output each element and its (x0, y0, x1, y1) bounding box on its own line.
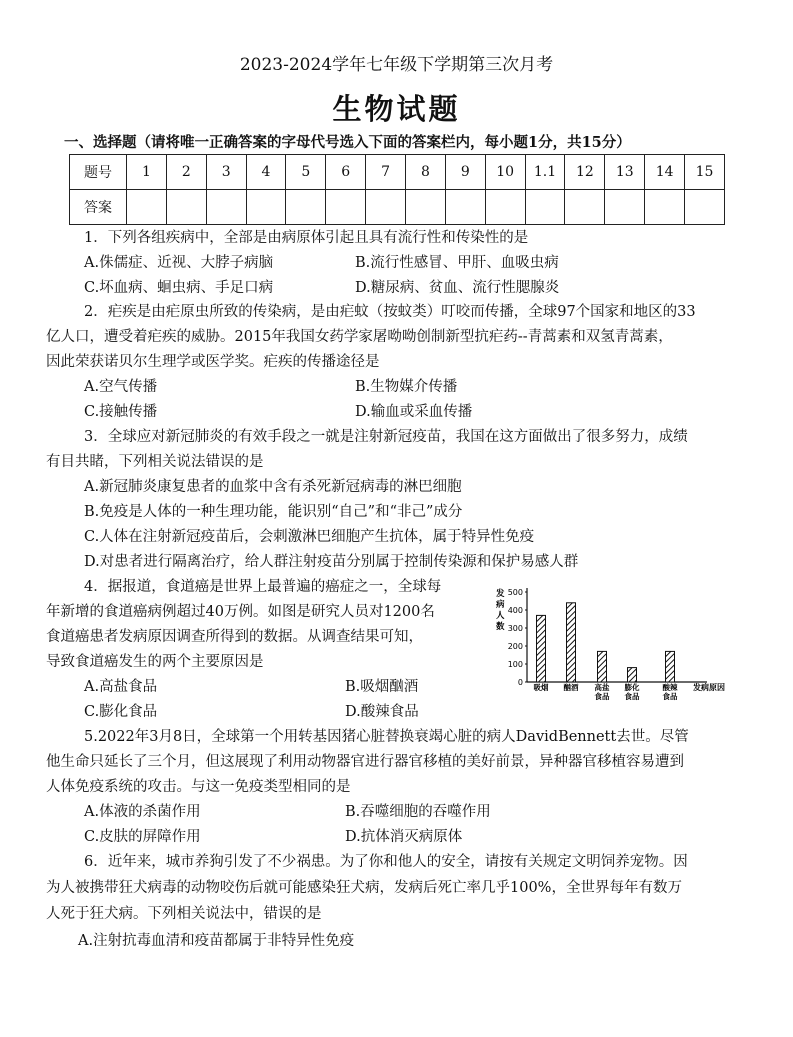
question-5-option-b: B.吞噬细胞的吞噬作用 (345, 804, 491, 820)
question-number-cell: 15 (685, 155, 725, 190)
x-axis-label: 发病原因 (693, 683, 725, 692)
x-tick-label: 食品 (662, 692, 678, 701)
x-tick-label: 食品 (624, 692, 640, 701)
y-axis-label-char: 病 (496, 600, 505, 610)
question-3-option-a: A.新冠肺炎康复患者的血浆中含有杀死新冠病毒的淋巴细胞 (84, 479, 462, 495)
question-1-option-a: A.侏儒症、近视、大脖子病脑 (84, 255, 274, 271)
answer-cell[interactable] (645, 190, 685, 225)
question-number-cell: 6 (326, 155, 366, 190)
question-3-option-c: C.人体在注射新冠疫苗后，会刺激淋巴细胞产生抗体，属于特异性免疫 (84, 529, 535, 545)
table-row-answers (70, 190, 725, 225)
row-label-answer: 答案 (70, 190, 127, 225)
bar (666, 651, 675, 682)
question-3-option-d: D.对患者进行隔离治疗，给人群注射疫苗分别属于控制传染源和保护易感人群 (84, 554, 579, 570)
bar (628, 668, 637, 682)
x-tick-label: 酸辣 (662, 683, 678, 692)
cancer-cause-bar-chart (489, 578, 739, 701)
question-number-cell: 13 (605, 155, 645, 190)
question-4-line-1: 4．据报道，食道癌是世界上最普遍的癌症之一，全球每 (84, 579, 442, 595)
answer-cell[interactable] (127, 190, 167, 225)
answer-cell[interactable] (406, 190, 446, 225)
question-2-option-a: A.空气传播 (84, 379, 158, 395)
y-tick-label: 200 (507, 642, 523, 651)
answer-cell[interactable] (206, 190, 246, 225)
answer-table (69, 154, 725, 225)
question-5-option-d: D.抗体消灭病原体 (345, 829, 463, 845)
answer-cell[interactable] (685, 190, 725, 225)
question-2-line-2: 亿人口，遭受着疟疾的威胁。2015年我国女药学家屠呦呦创制新型抗疟药--青蒿素和双氢青蒿素， (46, 329, 673, 345)
question-1-option-d: D.糖尿病、贫血、流行性腮腺炎 (355, 280, 560, 296)
answer-cell[interactable] (605, 190, 645, 225)
question-6-option-a: A.注射抗毒血清和疫苗都属于非特异性免疫 (78, 933, 355, 949)
question-number-cell: 9 (445, 155, 485, 190)
question-number-cell: 2 (166, 155, 206, 190)
question-number-cell: 14 (645, 155, 685, 190)
exam-title: 2023-2024学年七年级下学期第三次月考 (239, 55, 554, 75)
question-3-line-1: 3．全球应对新冠肺炎的有效手段之一就是注射新冠疫苗，我国在这方面做出了很多努力，成绩 (84, 429, 688, 445)
question-number-cell: 1.1 (525, 155, 565, 190)
bars (537, 603, 675, 682)
x-tick-label: 高盐 (594, 683, 610, 692)
bar (567, 603, 576, 682)
y-axis-label-char: 发 (496, 589, 505, 599)
answer-cell[interactable] (286, 190, 326, 225)
y-tick-label: 300 (507, 624, 523, 633)
answer-cell[interactable] (445, 190, 485, 225)
x-tick-label: 吸烟 (533, 683, 549, 692)
question-1-stem: 1．下列各组疾病中，全部是由病原体引起且具有流行性和传染性的是 (84, 230, 529, 246)
question-4-option-d: D.酸辣食品 (345, 704, 419, 720)
y-axis-label-char: 数 (496, 622, 505, 632)
y-tick-labels (508, 588, 527, 687)
question-number-cell: 5 (286, 155, 326, 190)
x-tick-label: 膨化 (624, 683, 640, 692)
question-3-line-2: 有目共睹，下列相关说法错误的是 (46, 454, 264, 470)
subject-title: 生物试题 (332, 92, 461, 126)
question-4-line-2: 年新增的食道癌病例超过40万例。如图是研究人员对1200名 (46, 604, 435, 620)
question-number-cell: 1 (127, 155, 167, 190)
question-2-line-1: 2．疟疾是由疟原虫所致的传染病，是由疟蚊（按蚊类）叮咬而传播，全球97个国家和地区的33 (84, 304, 696, 320)
answer-cell[interactable] (366, 190, 406, 225)
answer-cell[interactable] (525, 190, 565, 225)
question-6-line-3: 人死于狂犬病。下列相关说法中，错误的是 (46, 906, 322, 922)
y-axis-label (495, 588, 505, 632)
x-tick-label: 酗酒 (563, 683, 579, 692)
section-title: 一、选择题（请将唯一正确答案的字母代号选入下面的答案栏内，每小题1分，共15分） (64, 134, 631, 151)
question-5-line-2: 他生命只延长了三个月，但这展现了利用动物器官进行器官移植的美好前景，异种器官移植容易遭到 (46, 754, 684, 770)
question-4-option-a: A.高盐食品 (84, 679, 158, 695)
bar (598, 651, 607, 682)
question-2-option-c: C.接触传播 (84, 404, 158, 420)
question-4-option-c: C.膨化食品 (84, 704, 158, 720)
y-tick-label: 500 (507, 588, 523, 597)
question-4-line-3: 食道癌患者发病原因调查所得到的数据。从调查结果可知， (46, 629, 423, 645)
question-2-option-d: D.输血或采血传播 (355, 404, 473, 420)
question-4-option-b: B.吸烟酗酒 (345, 679, 419, 695)
y-tick-label: 100 (507, 660, 523, 669)
answer-cell[interactable] (485, 190, 525, 225)
question-4-line-4: 导致食道癌发生的两个主要原因是 (46, 654, 264, 670)
question-6-line-2: 为人被携带狂犬病毒的动物咬伤后就可能感染狂犬病，发病后死亡率几乎100%，全世界每年有数万 (46, 880, 682, 896)
question-number-cell: 12 (565, 155, 605, 190)
question-3-option-b: B.免疫是人体的一种生理功能，能识别“自己”和“非己”成分 (84, 504, 463, 520)
answer-cell[interactable] (246, 190, 286, 225)
question-5-option-a: A.体液的杀菌作用 (84, 804, 201, 820)
question-number-cell: 7 (366, 155, 406, 190)
answer-cell[interactable] (326, 190, 366, 225)
answer-cell[interactable] (166, 190, 206, 225)
question-5-line-3: 人体免疫系统的攻击。与这一免疫类型相同的是 (46, 779, 351, 795)
question-6-line-1: 6．近年来，城市养狗引发了不少祸患。为了你和他人的安全，请按有关规定文明饲养宠物。因 (84, 854, 688, 870)
table-row-numbers (70, 155, 725, 190)
answer-cell[interactable] (565, 190, 605, 225)
question-number-cell: 3 (206, 155, 246, 190)
x-tick-label: 食品 (594, 692, 610, 701)
bar (537, 615, 546, 682)
question-1-option-c: C.坏血病、蛔虫病、手足口病 (84, 280, 274, 296)
question-number-cell: 4 (246, 155, 286, 190)
question-number-cell: 8 (406, 155, 446, 190)
x-tick-labels (534, 682, 678, 701)
row-label-number: 题号 (70, 155, 127, 190)
question-2-option-b: B.生物媒介传播 (355, 379, 458, 395)
question-2-line-3: 因此荣获诺贝尔生理学或医学奖。疟疾的传播途径是 (46, 354, 380, 370)
y-tick-label: 400 (507, 606, 523, 615)
question-5-option-c: C.皮肤的屏障作用 (84, 829, 201, 845)
question-5-line-1: 5.2022年3月8日，全球第一个用转基因猪心脏替换衰竭心脏的病人DavidBennett去世。尽管 (84, 729, 689, 745)
question-number-cell: 10 (485, 155, 525, 190)
question-1-option-b: B.流行性感冒、甲肝、血吸虫病 (355, 255, 559, 271)
y-tick-label: 0 (517, 678, 523, 687)
y-axis-label-char: 人 (496, 611, 505, 621)
